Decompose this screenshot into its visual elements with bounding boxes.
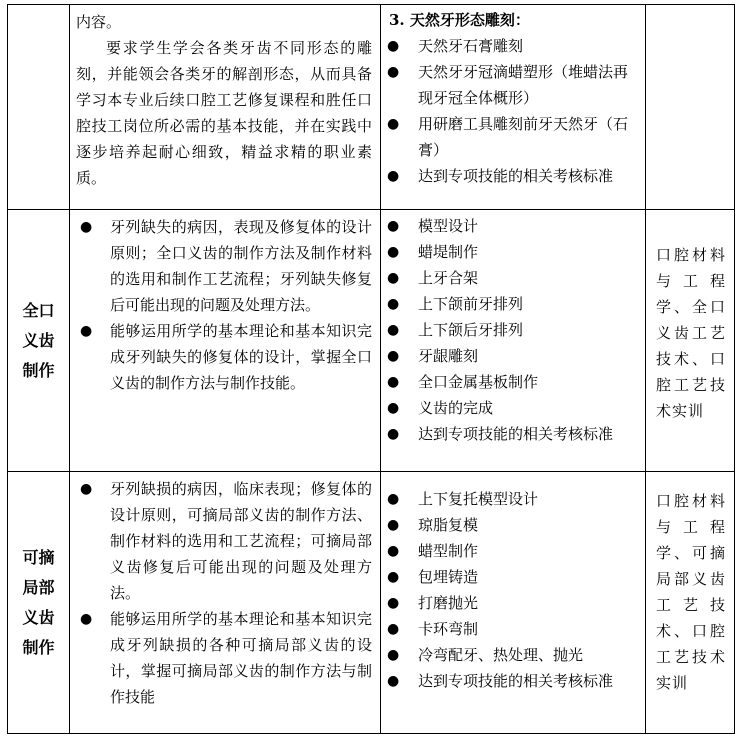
bullet-icon: ● <box>387 296 400 312</box>
bullet-icon: ● <box>80 219 93 235</box>
bullet-icon: ● <box>387 426 400 442</box>
list-item: ● 上下复托模型设计 <box>385 486 639 512</box>
course-text: 口腔材料与工程学、全口义齿工艺技术、口腔工艺技术实训 <box>656 246 726 420</box>
goal-list <box>76 476 372 710</box>
goal-list <box>76 214 372 396</box>
list-item: ● 达到专项技能的相关考核标准 <box>385 421 639 447</box>
bullet-icon: ● <box>387 322 400 338</box>
goal-cell <box>70 5 381 210</box>
list-item: ● 达到专项技能的相关考核标准 <box>385 163 639 189</box>
curriculum-table <box>7 4 735 734</box>
list-item: ● 上下颌前牙排列 <box>385 291 639 317</box>
list-item: ● 牙列缺失的病因，表现及修复体的设计原则；全口义齿的制作方法及制作材料的选用和制作工艺流程；牙列缺失修复后可能出现的问题及处理方法。 <box>76 214 372 318</box>
name-cell <box>8 5 70 210</box>
goal-cell <box>70 472 381 734</box>
bullet-icon: ● <box>80 323 93 339</box>
task-list <box>385 213 639 447</box>
bullet-icon: ● <box>387 270 400 286</box>
list-item: ● 上下颌后牙排列 <box>385 317 639 343</box>
bullet-icon: ● <box>387 348 400 364</box>
bullet-icon: ● <box>387 491 400 507</box>
task-heading: 3. 天然牙形态雕刻： <box>389 11 530 29</box>
table-row <box>8 210 735 472</box>
bullet-icon: ● <box>387 647 400 663</box>
project-name: 可摘 局部 义齿 制作 <box>8 472 70 734</box>
list-item: ● 义齿的完成 <box>385 395 639 421</box>
project-name: 全口 义齿 制作 <box>8 210 70 472</box>
bullet-icon: ● <box>387 168 400 184</box>
bullet-icon: ● <box>387 543 400 559</box>
course-text: 口腔材料与工程学、可摘局部义齿工艺技术、口腔工艺技术实训 <box>656 492 726 692</box>
task-cell <box>381 5 646 210</box>
table-row <box>8 5 735 210</box>
list-item: ● 天然牙牙冠滴蜡塑形（堆蜡法再现牙冠全体概形） <box>385 59 639 111</box>
task-list <box>385 33 639 189</box>
list-item: ● 蜡堤制作 <box>385 239 639 265</box>
list-item: ● 上牙合架 <box>385 265 639 291</box>
bullet-icon: ● <box>387 569 400 585</box>
list-item: ● 蜡型制作 <box>385 538 639 564</box>
course-cell <box>646 5 735 210</box>
list-item: ● 全口金属基板制作 <box>385 369 639 395</box>
task-cell <box>381 210 646 472</box>
course-cell <box>646 472 735 734</box>
goal-text: 要求学生学会各类牙齿不同形态的雕刻，并能领会各类牙的解剖形态，从而具备学习本专业后续口腔工艺修复课程和胜任口腔技工岗位所必需的基本技能，并在实践中逐步培养起耐心细致，精益求精的职业素质。 <box>76 39 372 187</box>
list-item: ● 能够运用所学的基本理论和基本知识完成牙列缺损的各种可摘局部义齿的设计，掌握可摘局部义齿的制作方法与制作技能 <box>76 606 372 710</box>
list-item: ● 用研磨工具雕刻前牙天然牙（石膏） <box>385 111 639 163</box>
goal-text: 内容。 <box>76 13 122 31</box>
list-item: ● 牙龈雕刻 <box>385 343 639 369</box>
bullet-icon: ● <box>387 517 400 533</box>
bullet-icon: ● <box>387 673 400 689</box>
list-item: ● 模型设计 <box>385 213 639 239</box>
list-item: ● 天然牙石膏雕刻 <box>385 33 639 59</box>
bullet-icon: ● <box>387 38 400 54</box>
bullet-icon: ● <box>387 595 400 611</box>
list-item: ● 琼脂复模 <box>385 512 639 538</box>
list-item: ● 打磨抛光 <box>385 590 639 616</box>
list-item: ● 达到专项技能的相关考核标准 <box>385 668 639 694</box>
table-row <box>8 472 735 734</box>
bullet-icon: ● <box>387 116 400 132</box>
task-list <box>385 486 639 694</box>
bullet-icon: ● <box>387 621 400 637</box>
goal-cell <box>70 210 381 472</box>
bullet-icon: ● <box>387 244 400 260</box>
bullet-icon: ● <box>80 611 93 627</box>
list-item: ● 卡环弯制 <box>385 616 639 642</box>
list-item: ● 冷弯配牙、热处理、抛光 <box>385 642 639 668</box>
bullet-icon: ● <box>387 64 400 80</box>
list-item: ● 包埋铸造 <box>385 564 639 590</box>
bullet-icon: ● <box>80 481 93 497</box>
bullet-icon: ● <box>387 218 400 234</box>
bullet-icon: ● <box>387 400 400 416</box>
list-item: ● 能够运用所学的基本理论和基本知识完成牙列缺失的修复体的设计，掌握全口义齿的制作方法与制作技能。 <box>76 318 372 396</box>
course-cell <box>646 210 735 472</box>
task-cell <box>381 472 646 734</box>
bullet-icon: ● <box>387 374 400 390</box>
list-item: ● 牙列缺损的病因，临床表现；修复体的设计原则，可摘局部义齿的制作方法、制作材料的选用和工艺流程；可摘局部义齿修复后可能出现的问题及处理方法。 <box>76 476 372 606</box>
